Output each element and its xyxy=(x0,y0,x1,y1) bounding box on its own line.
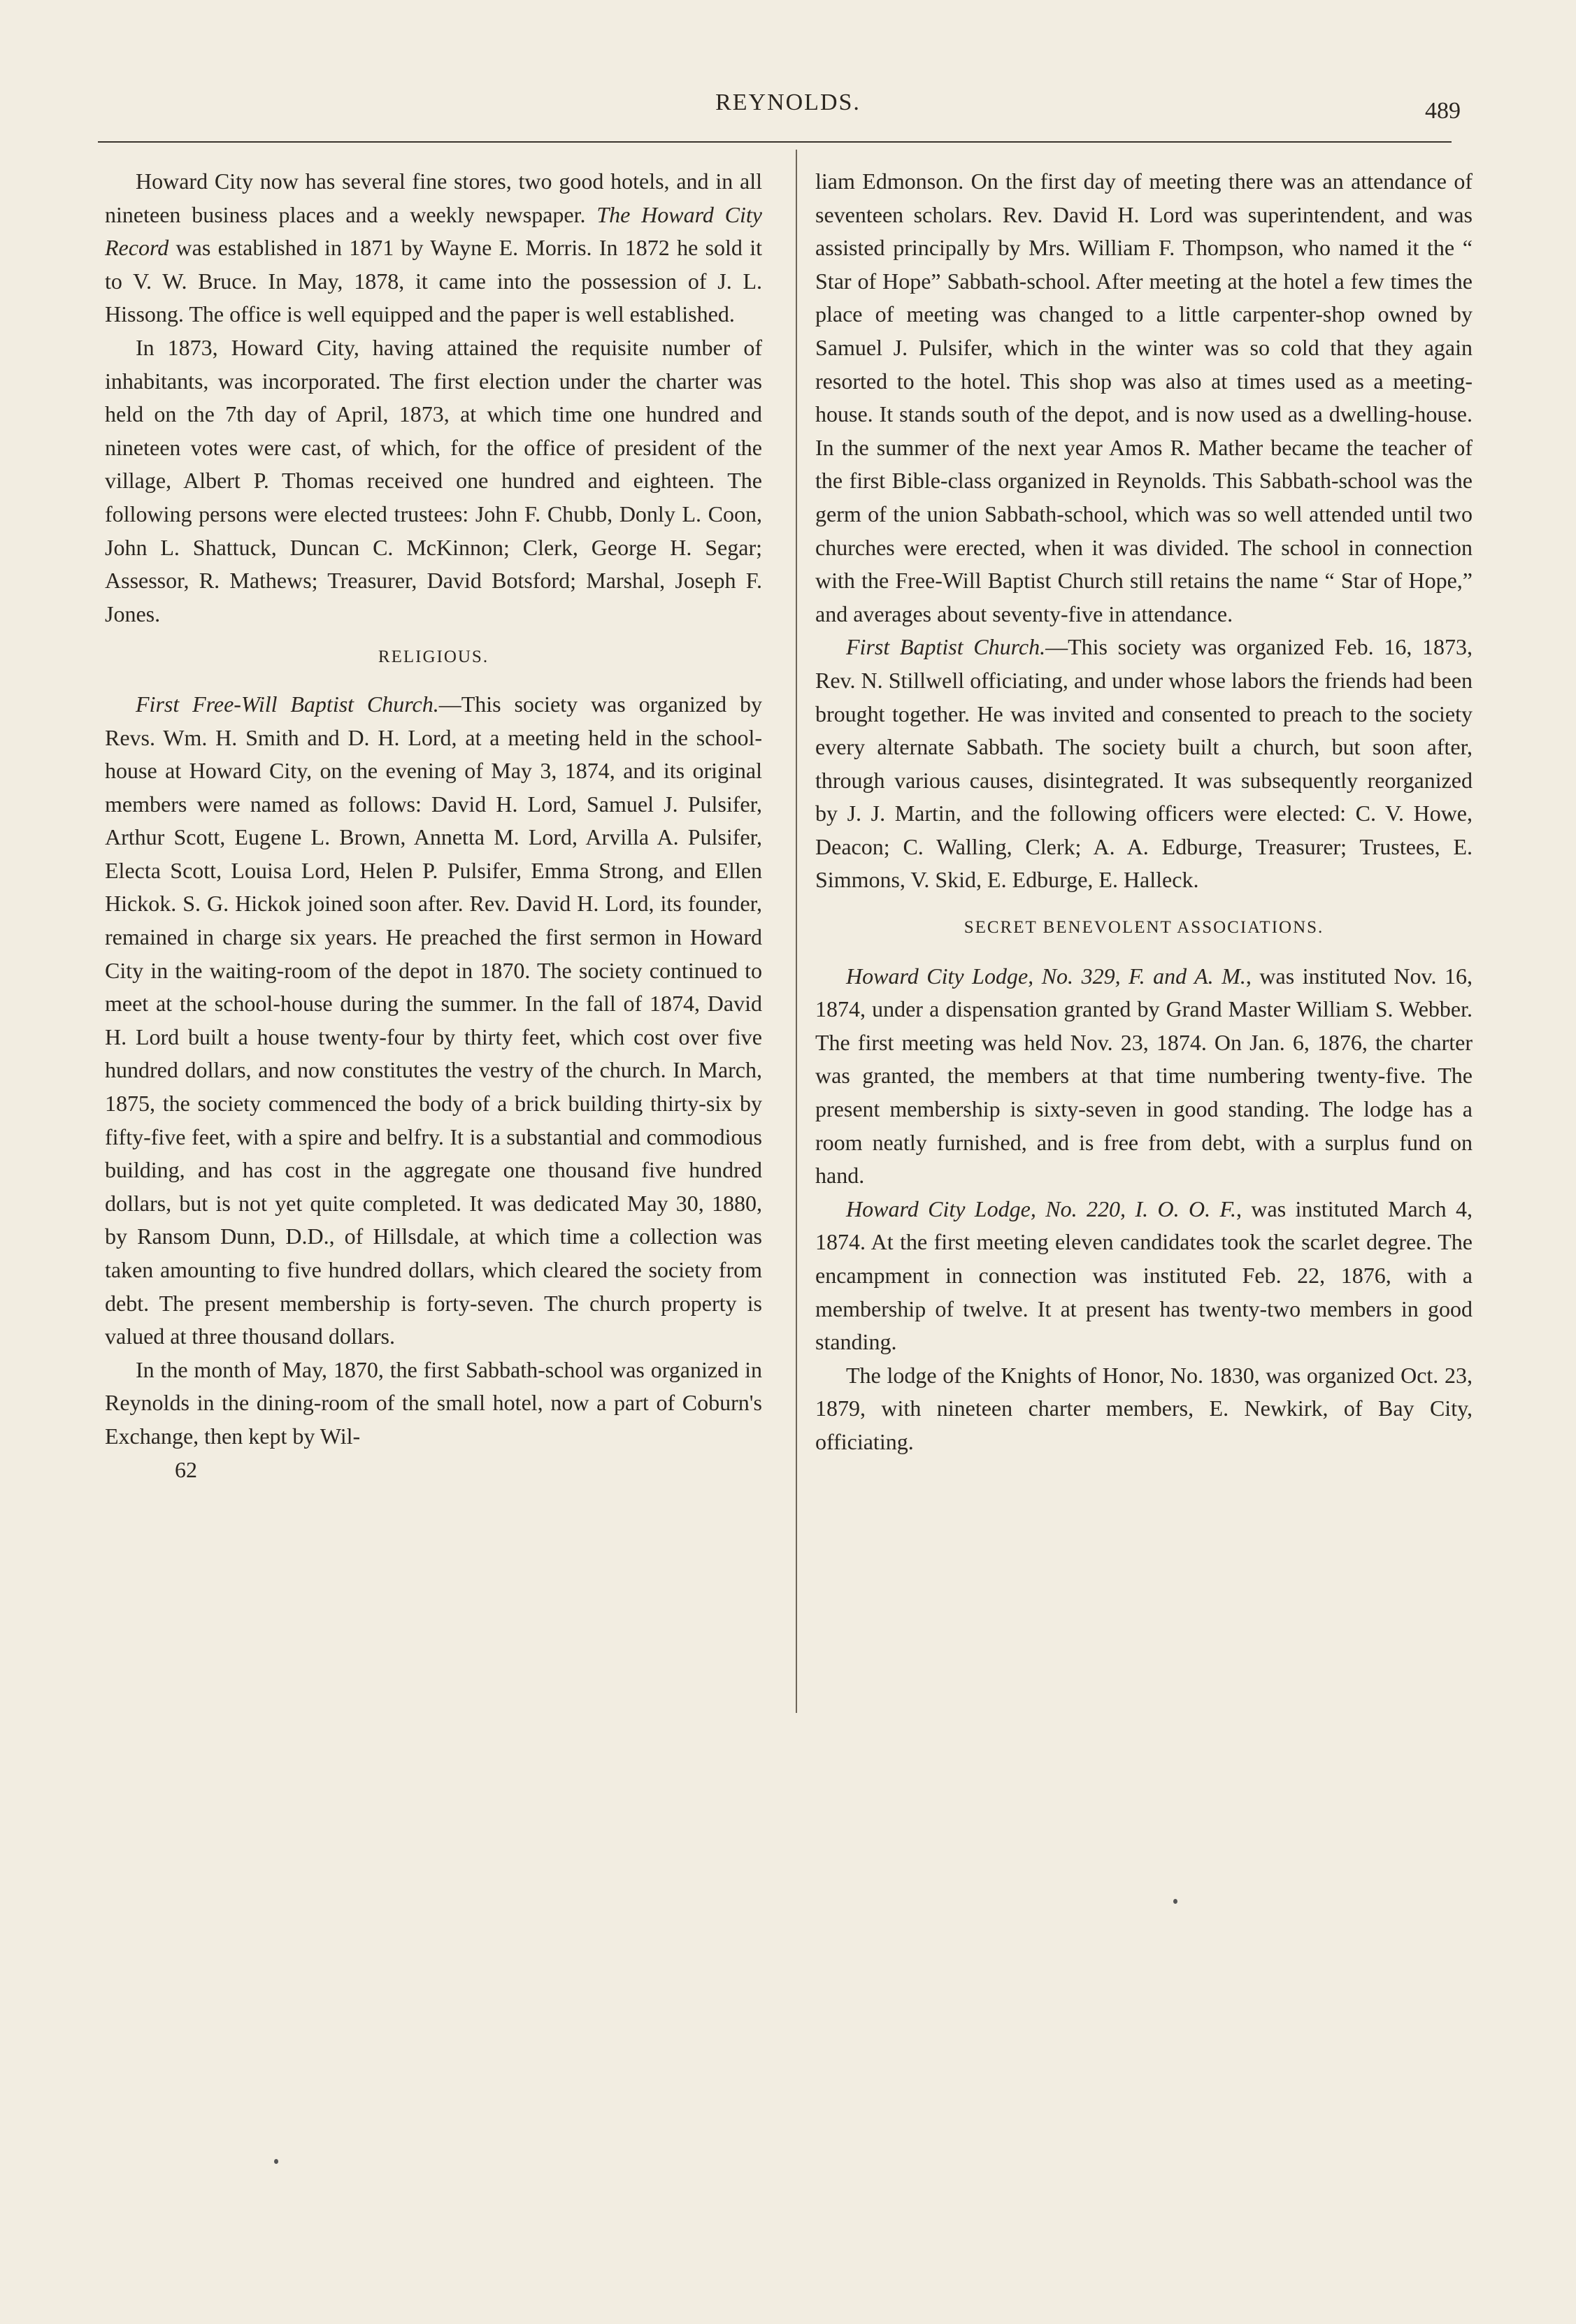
paragraph-masonic-lodge xyxy=(815,960,1473,1193)
paragraph-text: —This society was organized by Revs. Wm. H. Smith and D. H. Lord, at a meeting held in the school-house at Howard City, on the evening of May 3, 1874, and its original members were named as follows: David H. Lord, Samuel J. Pulsifer, Arthur Scott, Eugene L. Brown, Annetta M. Lord, Arvilla A. Pulsifer, Electa Scott, Louisa Lord, Helen P. Pulsifer, Emma Strong, and Ellen Hickok. S. G. Hickok joined soon after. Rev. David H. Lord, its founder, remained in charge six years. He preached the first sermon in Howard City in the waiting-room of the depot in 1870. The society continued to meet at the school-house during the summer. In the fall of 1874, David H. Lord built a house twenty-four by thirty feet, which cost over five hundred dollars, and now constitutes the vestry of the church. In March, 1875, the society commenced the body of a brick building thirty-six by fifty-five feet, with a spire and belfry. It is a substantial and commodious building, and has cost in the aggregate one thousand five hundred dollars, but is not yet quite completed. It was dedicated May 30, 1880, by Ransom Dunn, D.D., of Hillsdale, at which time a collection was taken amounting to five hundred dollars, which cleared the society from debt. The present membership is forty-seven. The church property is valued at three thousand dollars. xyxy=(105,691,763,1349)
section-heading-secret-associations: SECRET BENEVOLENT ASSOCIATIONS. xyxy=(963,918,1324,938)
paper-speck xyxy=(1173,1899,1177,1904)
left-column xyxy=(105,165,762,1486)
paragraph-incorporation: In 1873, Howard City, having attained the requisite number of inhabitants, was incorporated. The first election under the charter was held on the 7th day of April, 1873, at which time one hundred and nineteen votes were cast, of which, for the office of president of the village, Albert P. Thomas received one hundred and eighteen. The following persons were elected trustees: John F. Chubb, Donly L. Coon, John L. Shattuck, Duncan C. McKinnon; Clerk, George H. Segar; Assessor, R. Mathews; Treasurer, David Botsford; Marshal, Joseph F. Jones. xyxy=(105,334,762,626)
paragraph-text: , was instituted Nov. 16, 1874, under a dispensation granted by Grand Master William S. Webber. The first meeting was held Nov. 23, 1874. On Jan. 6, 1876, the charter was granted, the members at that time numbering twenty-five. The present membership is sixty-seven in good standing. The lodge has a room neatly furnished, and is free from debt, with a surplus fund on hand. xyxy=(815,963,1473,1189)
section-heading-religious: RELIGIOUS. xyxy=(378,647,489,667)
signature-mark: 62 xyxy=(175,1456,197,1482)
paragraph-text: —This society was organized Feb. 16, 1873, Rev. N. Stillwell officiating, and under whose labors the friends had been brought together. He was invited and consented to preach to the society every alternate Sabbath. The society built a church, but soon after, through various causes, disintegrated. It was subsequently reorganized by J. J. Martin, and the following officers were elected: C. V. Howe, Deacon; C. Walling, Clerk; A. A. Edburge, Treasurer; Trustees, E. Simmons, V. Skid, E. Edburge, E. Halleck. xyxy=(815,634,1473,893)
paragraph-knights-of-honor: The lodge of the Knights of Honor, No. 1830, was organized Oct. 23, 1879, with nineteen charter members, E. Newkirk, of Bay City, officiating. xyxy=(815,1362,1473,1454)
right-column xyxy=(815,165,1473,1459)
paragraph-free-will-baptist xyxy=(105,688,762,1354)
page-number: 489 xyxy=(1425,98,1461,124)
paragraph-text: was established in 1871 by Wayne E. Morris. In 1872 he sold it to V. W. Bruce. In May, 1878, it came into the possession of J. L. Hissong. The office is well equipped and the paper is well established. xyxy=(105,235,762,327)
paragraph-sabbath-school-continued: liam Edmonson. On the first day of meeting there was an attendance of seventeen scholars. Rev. David H. Lord was superintendent, and was assisted principally by Mrs. William F. Thompson, who named it the “ Star of Hope” Sabbath-school. After meeting at the hotel a few times the place of meeting was changed to a little carpenter-shop owned by Samuel J. Pulsifer, which in the winter was so cold that they again resorted to the hotel. This shop was also at times used as a meeting-house. It stands south of the depot, and is now used as a dwelling-house. In the summer of the next year Amos R. Mather became the teacher of the first Bible-class organized in Reynolds. This Sabbath-school was the germ of the union Sabbath-school, which was so well attended until two churches were erected, when it was divided. The school in connection with the Free-Will Baptist Church still retains the name “ Star of Hope,” and averages about seventy-five in attendance. xyxy=(815,168,1473,626)
paragraph-first-baptist xyxy=(815,631,1473,897)
paper-speck xyxy=(274,2159,278,2164)
header-rule xyxy=(98,141,1452,143)
paragraph-text: Howard City now has several fine stores, two good hotels, and in all nineteen business places and a weekly newspaper. xyxy=(105,168,762,227)
church-name: First Free-Will Baptist Church. xyxy=(136,691,439,717)
newspaper-title: The Howard City Record xyxy=(105,201,763,261)
paragraph-sabbath-school: In the month of May, 1870, the first Sabbath-school was organized in Reynolds in the dining-room of the small hotel, now a part of Coburn's Exchange, then kept by Wil- xyxy=(105,1356,762,1449)
paragraph-text: , was instituted March 4, 1874. At the first meeting eleven candidates took the scarlet degree. The encampment in connection was instituted Feb. 22, 1876, with a membership of twelve. It at present has twenty-two members in good standing. xyxy=(815,1196,1473,1355)
paragraph-howard-city-stores xyxy=(105,165,762,331)
lodge-name: Howard City Lodge, No. 220, I. O. O. F. xyxy=(846,1196,1236,1221)
running-head: REYNOLDS. xyxy=(715,89,861,115)
lodge-name: Howard City Lodge, No. 329, F. and A. M. xyxy=(846,963,1246,989)
church-name: First Baptist Church. xyxy=(846,634,1046,660)
paragraph-odd-fellows-lodge xyxy=(815,1193,1473,1359)
column-divider xyxy=(796,150,797,1713)
